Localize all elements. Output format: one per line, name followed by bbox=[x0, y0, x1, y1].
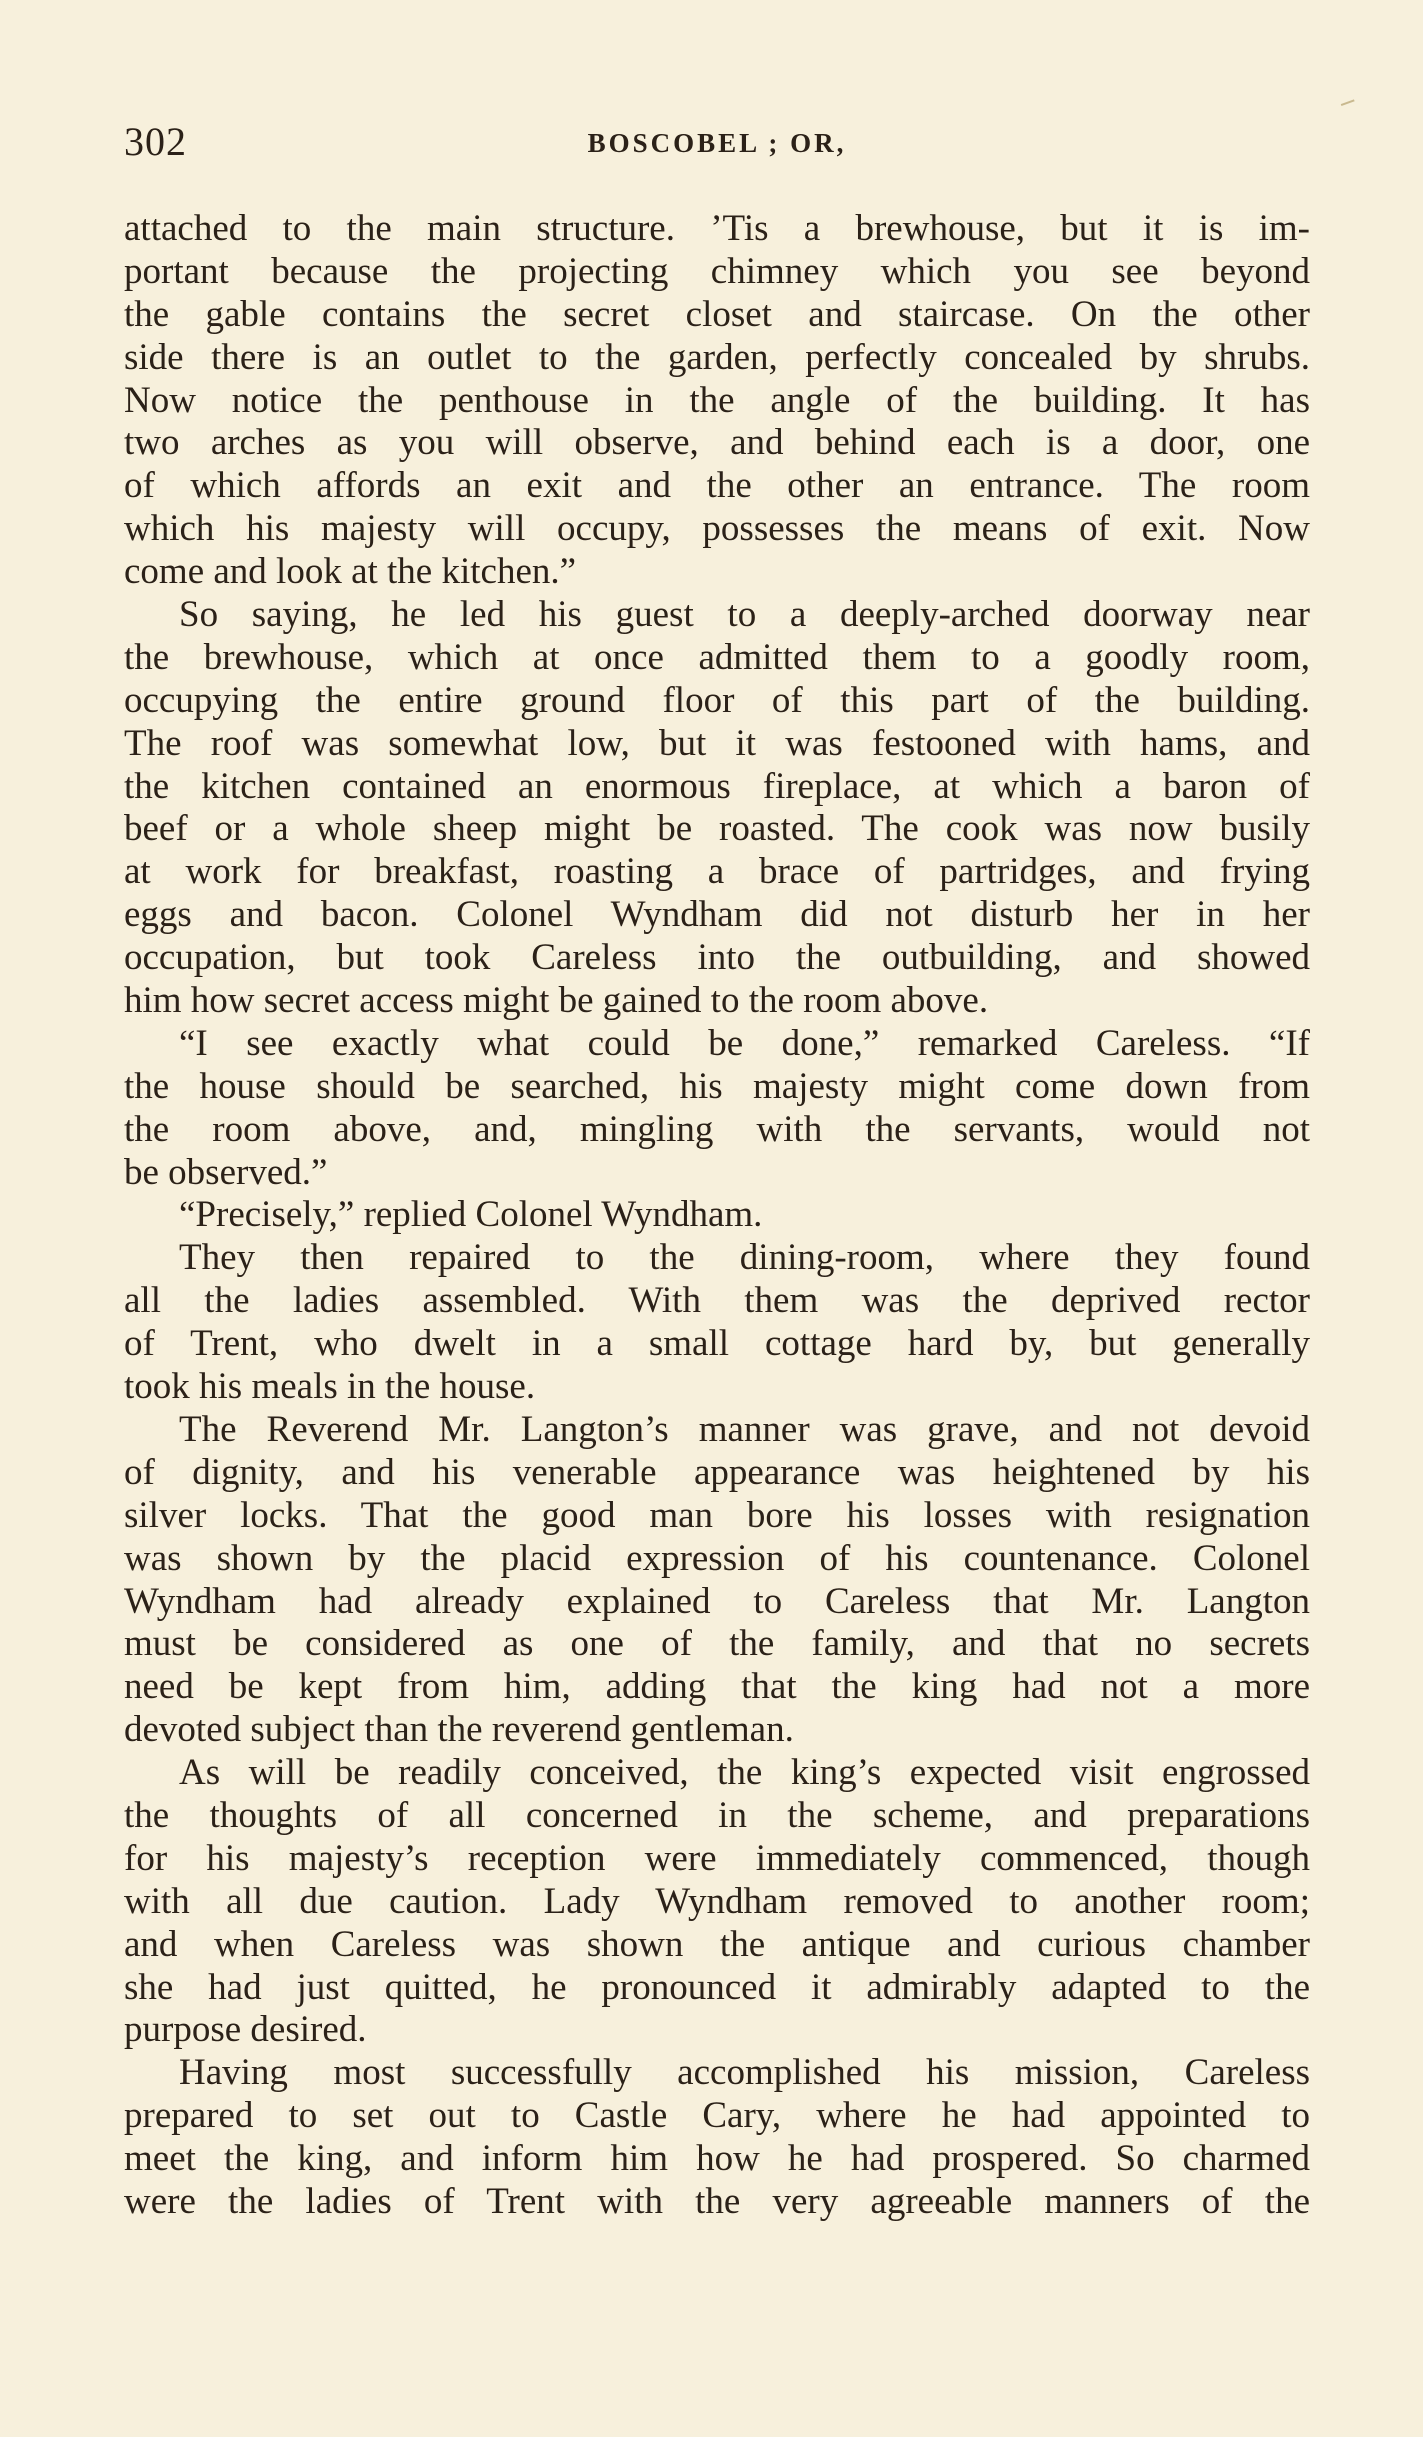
page-number: 302 bbox=[124, 119, 187, 164]
text-line: be observed.” bbox=[124, 1151, 328, 1193]
text-line: need be kept from him, adding that the king had not a more bbox=[124, 1666, 1310, 1708]
text-line: and when Careless was shown the antique and curious chamber bbox=[124, 1923, 1310, 1965]
text-line: Now notice the penthouse in the angle of the building. It has bbox=[124, 379, 1310, 421]
running-head: BOSCOBEL ; OR, bbox=[587, 128, 847, 158]
text-line: prepared to set out to Castle Cary, where he had appointed to bbox=[124, 2095, 1310, 2137]
text-line: the gable contains the secret closet and staircase. On the other bbox=[124, 293, 1310, 335]
text-line: with all due caution. Lady Wyndham removed to another room; bbox=[124, 1880, 1310, 1922]
text-line: They then repaired to the dining-room, where they found bbox=[179, 1237, 1310, 1279]
text-line: at work for breakfast, roasting a brace of partridges, and frying bbox=[124, 851, 1310, 893]
text-line: for his majesty’s reception were immediately commenced, though bbox=[124, 1837, 1310, 1879]
text-line: come and look at the kitchen.” bbox=[124, 551, 577, 593]
text-line: occupation, but took Careless into the outbuilding, and showed bbox=[124, 937, 1310, 979]
text-line: the thoughts of all concerned in the scheme, and preparations bbox=[124, 1794, 1310, 1836]
text-line: of dignity, and his venerable appearance was heightened by his bbox=[124, 1451, 1310, 1493]
text-line: “I see exactly what could be done,” remarked Careless. “If bbox=[179, 1022, 1310, 1064]
text-line: Wyndham had already explained to Careless that Mr. Langton bbox=[124, 1580, 1310, 1622]
text-line: of which affords an exit and the other an entrance. The room bbox=[124, 465, 1310, 507]
text-line: all the ladies assembled. With them was the deprived rector bbox=[124, 1280, 1310, 1322]
text-line: Having most successfully accomplished his mission, Careless bbox=[179, 2052, 1310, 2094]
text-line: two arches as you will observe, and behind each is a door, one bbox=[124, 422, 1310, 464]
text-line: “Precisely,” replied Colonel Wyndham. bbox=[179, 1194, 763, 1236]
text-line: portant because the projecting chimney which you see beyond bbox=[124, 250, 1310, 292]
text-line: the house should be searched, his majesty might come down from bbox=[124, 1065, 1310, 1107]
text-line: she had just quitted, he pronounced it admirably adapted to the bbox=[124, 1966, 1310, 2008]
text-line: silver locks. That the good man bore his losses with resignation bbox=[124, 1494, 1310, 1536]
text-line: which his majesty will occupy, possesses the means of exit. Now bbox=[124, 508, 1310, 550]
text-line: eggs and bacon. Colonel Wyndham did not disturb her in her bbox=[124, 894, 1310, 936]
text-line: took his meals in the house. bbox=[124, 1366, 536, 1408]
text-line: The Reverend Mr. Langton’s manner was grave, and not devoid bbox=[179, 1408, 1310, 1450]
text-line: purpose desired. bbox=[124, 2009, 367, 2051]
text-line: As will be readily conceived, the king’s expected visit engrossed bbox=[179, 1752, 1310, 1794]
text-line: occupying the entire ground floor of this part of the building. bbox=[124, 679, 1310, 721]
page-header bbox=[124, 118, 1310, 178]
text-line: the kitchen contained an enormous fireplace, at which a baron of bbox=[124, 765, 1310, 807]
page-corner-mark bbox=[1337, 90, 1354, 106]
text-line: devoted subject than the reverend gentleman. bbox=[124, 1709, 794, 1751]
text-line: him how secret access might be gained to the room above. bbox=[124, 980, 989, 1022]
text-line: side there is an outlet to the garden, perfectly concealed by shrubs. bbox=[124, 336, 1310, 378]
text-line: beef or a whole sheep might be roasted. The cook was now busily bbox=[124, 808, 1310, 850]
text-line: the room above, and, mingling with the servants, would not bbox=[124, 1108, 1310, 1150]
text-line: attached to the main structure. ’Tis a brewhouse, but it is im- bbox=[124, 208, 1310, 249]
body-text bbox=[124, 208, 1310, 2224]
text-line: of Trent, who dwelt in a small cottage hard by, but generally bbox=[124, 1323, 1310, 1365]
text-line: So saying, he led his guest to a deeply-arched doorway near bbox=[179, 594, 1310, 636]
text-line: must be considered as one of the family, and that no secrets bbox=[124, 1623, 1310, 1665]
text-line: was shown by the placid expression of his countenance. Colonel bbox=[124, 1537, 1310, 1579]
text-line: the brewhouse, which at once admitted them to a goodly room, bbox=[124, 636, 1310, 678]
text-line: meet the king, and inform him how he had prospered. So charmed bbox=[124, 2138, 1310, 2180]
text-line: The roof was somewhat low, but it was festooned with hams, and bbox=[124, 722, 1310, 764]
text-line: were the ladies of Trent with the very agreeable manners of the bbox=[124, 2180, 1310, 2222]
